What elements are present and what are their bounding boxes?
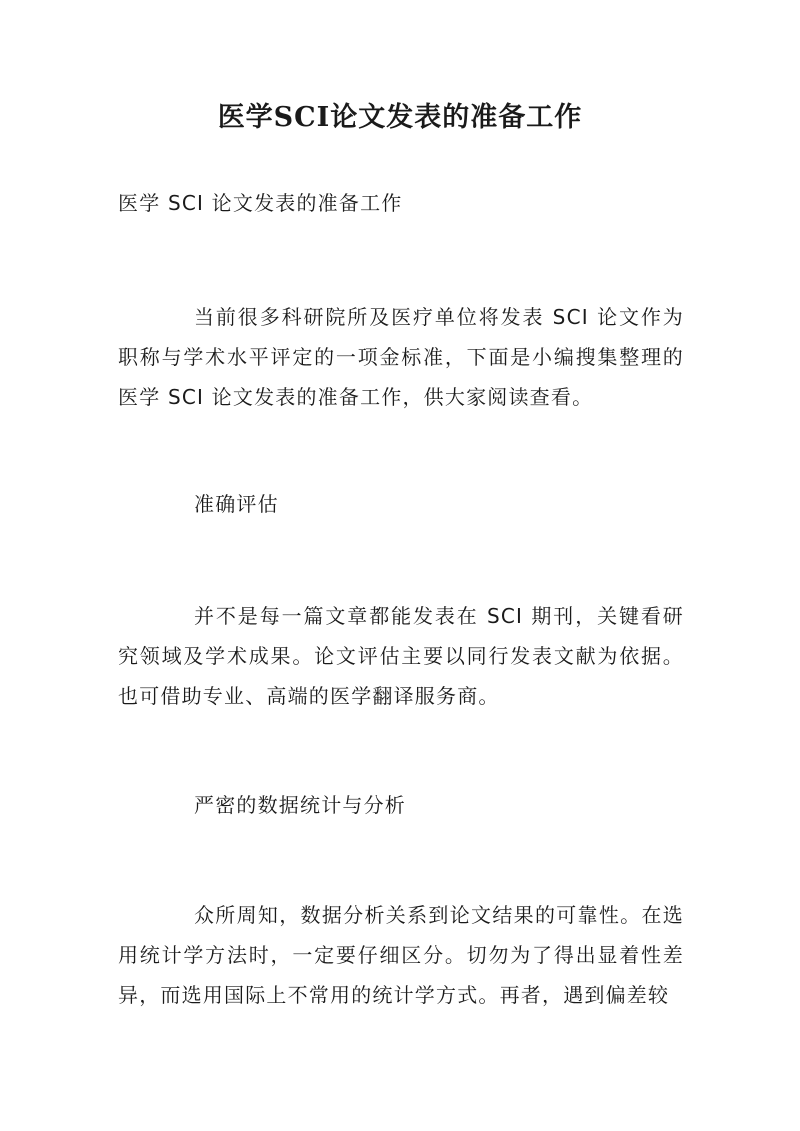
section-heading-accurate-assessment: 准确评估 <box>194 492 279 516</box>
assessment-paragraph: 并不是每一篇文章都能发表在 SCI 期刊，关键看研究领域及学术成果。论文评估主要以同行发表文献为依据。也可借助专业、高端的医学翻译服务商。 <box>118 604 684 708</box>
section-heading-data-statistics: 严密的数据统计与分析 <box>194 793 406 817</box>
intro-paragraph: 当前很多科研院所及医疗单位将发表 SCI 论文作为职称与学术水平评定的一项金标准，下面是小编搜集整理的医学 SCI 论文发表的准备工作，供大家阅读查看。 <box>118 305 684 409</box>
statistics-paragraph: 众所周知，数据分析关系到论文结果的可靠性。在选用统计学方法时，一定要仔细区分。切勿为了得出显着性差异，而选用国际上不常用的统计学方式。再者，遇到偏差较 <box>118 903 684 1007</box>
document-subtitle: 医学 SCI 论文发表的准备工作 <box>118 191 403 215</box>
document-title: 医学SCI论文发表的准备工作 <box>217 102 583 133</box>
